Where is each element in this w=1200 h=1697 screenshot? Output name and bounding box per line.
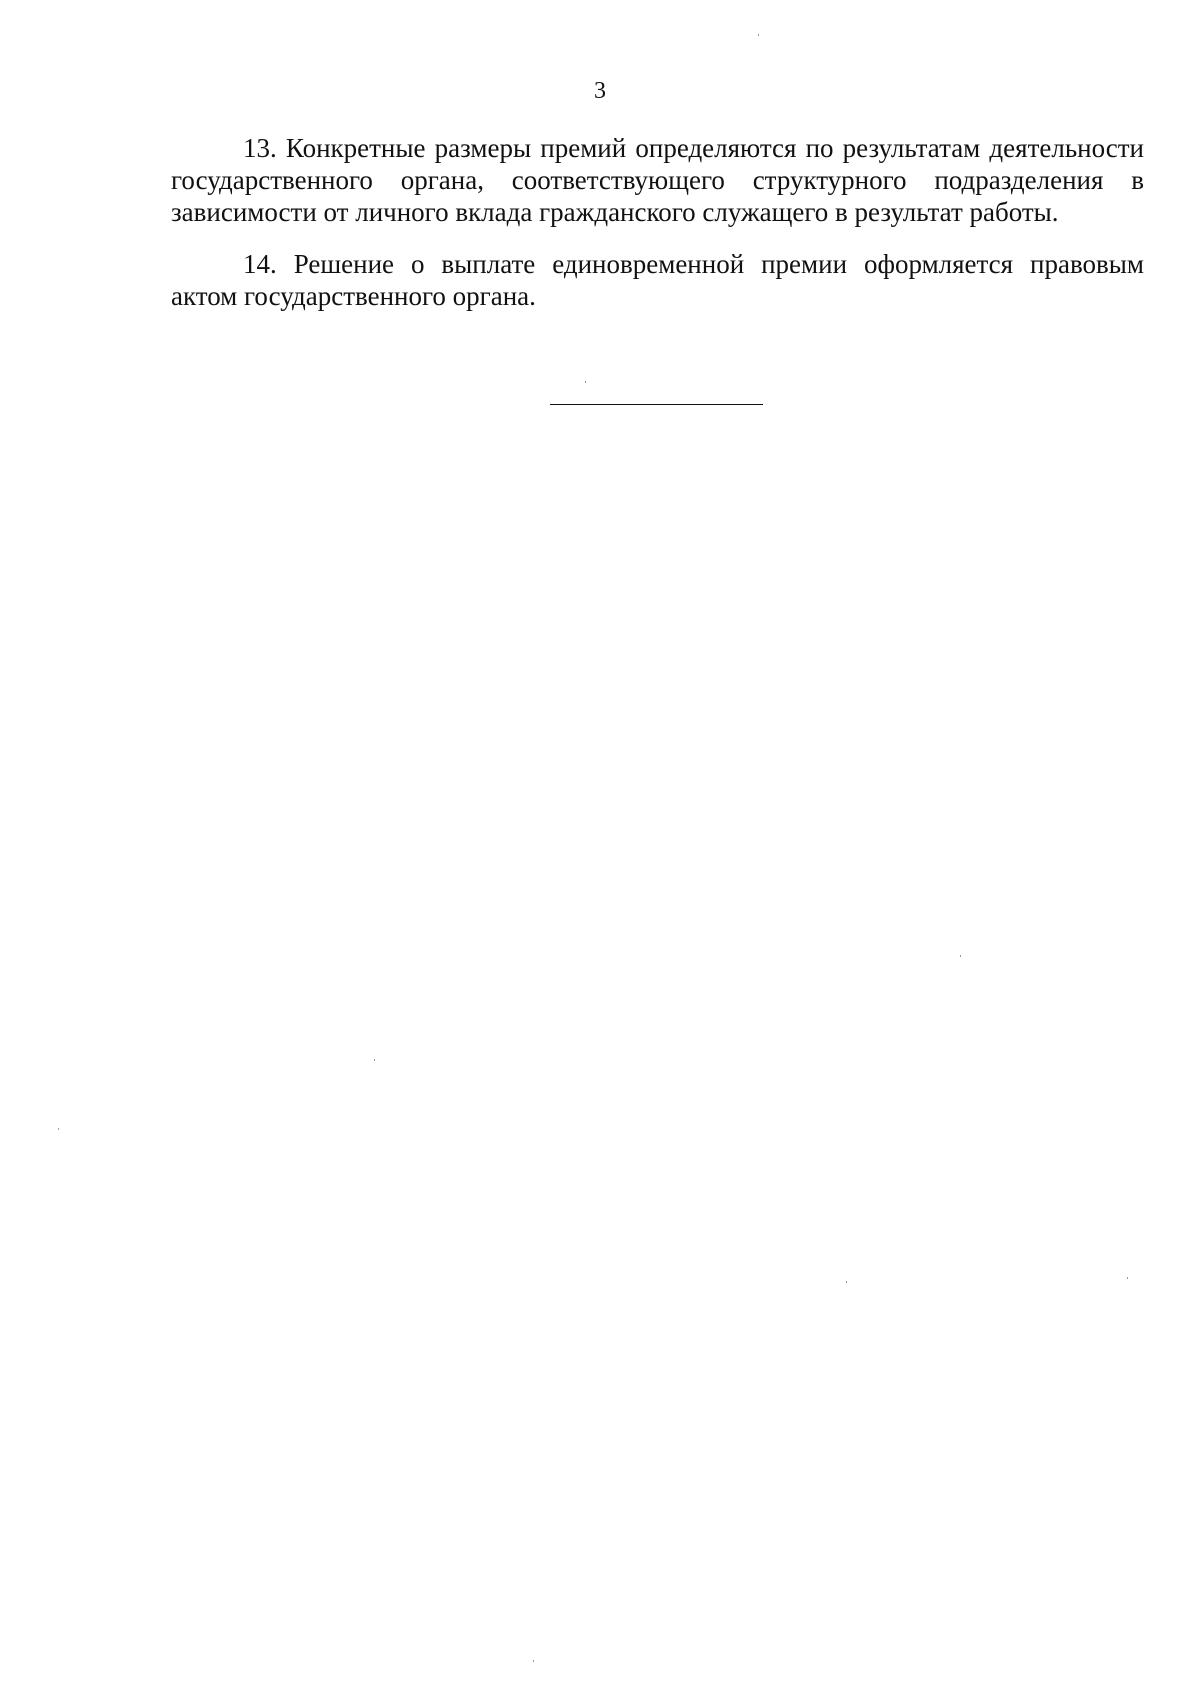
end-of-text-rule xyxy=(550,404,763,405)
scan-speck xyxy=(374,1059,375,1061)
scan-speck xyxy=(58,1128,59,1130)
paragraph-13: 13. Конкретные размеры премий определяются по результатам деятельности государственного органа, соответствующего структурного подразделения в зависимости от личного вклада гражданского служащего в результат работы. xyxy=(171,133,1144,227)
scan-speck xyxy=(533,1660,534,1662)
scan-speck xyxy=(585,381,586,383)
document-body xyxy=(171,132,1144,312)
paragraph-14: 14. Решение о выплате единовременной премии оформляется правовым актом государственного органа. xyxy=(171,249,1144,311)
scan-speck xyxy=(758,34,759,36)
page-number: 3 xyxy=(594,78,606,104)
scan-speck xyxy=(960,955,961,957)
scan-speck xyxy=(846,1281,847,1283)
scan-speck xyxy=(1127,1277,1128,1279)
